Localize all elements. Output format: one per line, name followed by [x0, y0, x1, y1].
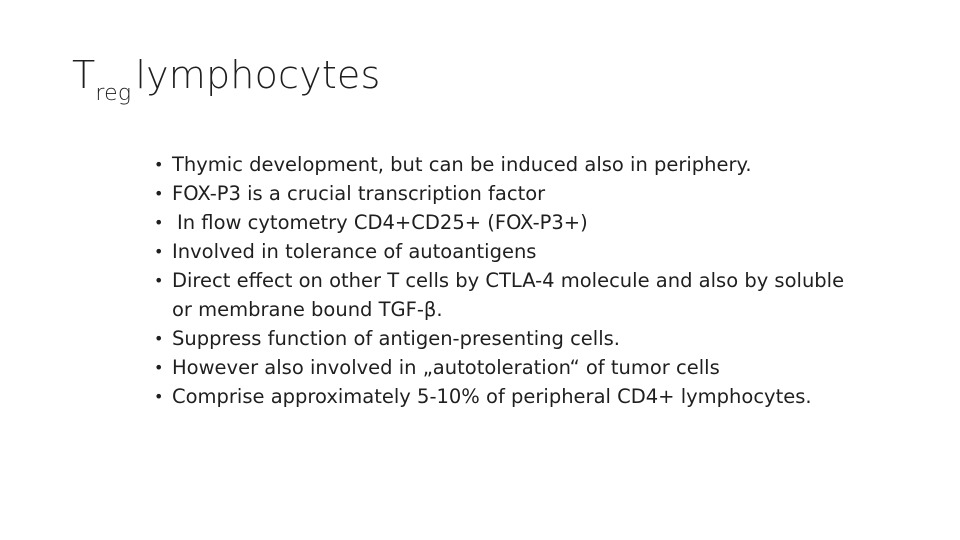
bullet-item: [150, 382, 850, 411]
bullet-dot-icon: •: [154, 358, 164, 377]
bullet-dot-icon: •: [154, 387, 164, 406]
bullet-text: In flow cytometry CD4+CD25+ (FOX-P3+): [177, 211, 588, 234]
bullet-text: Comprise approximately 5-10% of peripheral CD4+ lymphocytes.: [172, 385, 812, 408]
bullet-dot-icon: •: [154, 271, 164, 290]
bullet-text: Involved in tolerance of autoantigens: [172, 240, 537, 263]
bullet-dot-icon: •: [154, 184, 164, 203]
bullet-text: Suppress function of antigen-presenting cells.: [172, 327, 620, 350]
title-subscript: reg: [95, 81, 132, 106]
bullet-item: [150, 324, 850, 353]
bullet-text: However also involved in „autotoleration“ of tumor cells: [172, 356, 720, 379]
bullet-text: Direct effect on other T cells by CTLA-4 molecule and also by soluble or membrane bound TGF-β.: [172, 269, 845, 321]
bullet-dot-icon: •: [154, 329, 164, 348]
bullet-item: [150, 208, 850, 237]
bullet-item: [150, 353, 850, 382]
bullet-dot-icon: •: [154, 242, 164, 261]
slide-title: [72, 53, 381, 106]
bullet-text: FOX-P3 is a crucial transcription factor: [172, 182, 546, 205]
title-main: T: [72, 53, 96, 97]
bullet-list: [150, 150, 850, 411]
bullet-item: [150, 237, 850, 266]
bullet-text: Thymic development, but can be induced also in periphery.: [172, 153, 752, 176]
bullet-item: [150, 150, 850, 179]
bullet-dot-icon: •: [154, 213, 164, 232]
bullet-item: [150, 266, 850, 324]
bullet-item: [150, 179, 850, 208]
bullet-dot-icon: •: [154, 155, 164, 174]
title-rest: lymphocytes: [135, 53, 381, 97]
